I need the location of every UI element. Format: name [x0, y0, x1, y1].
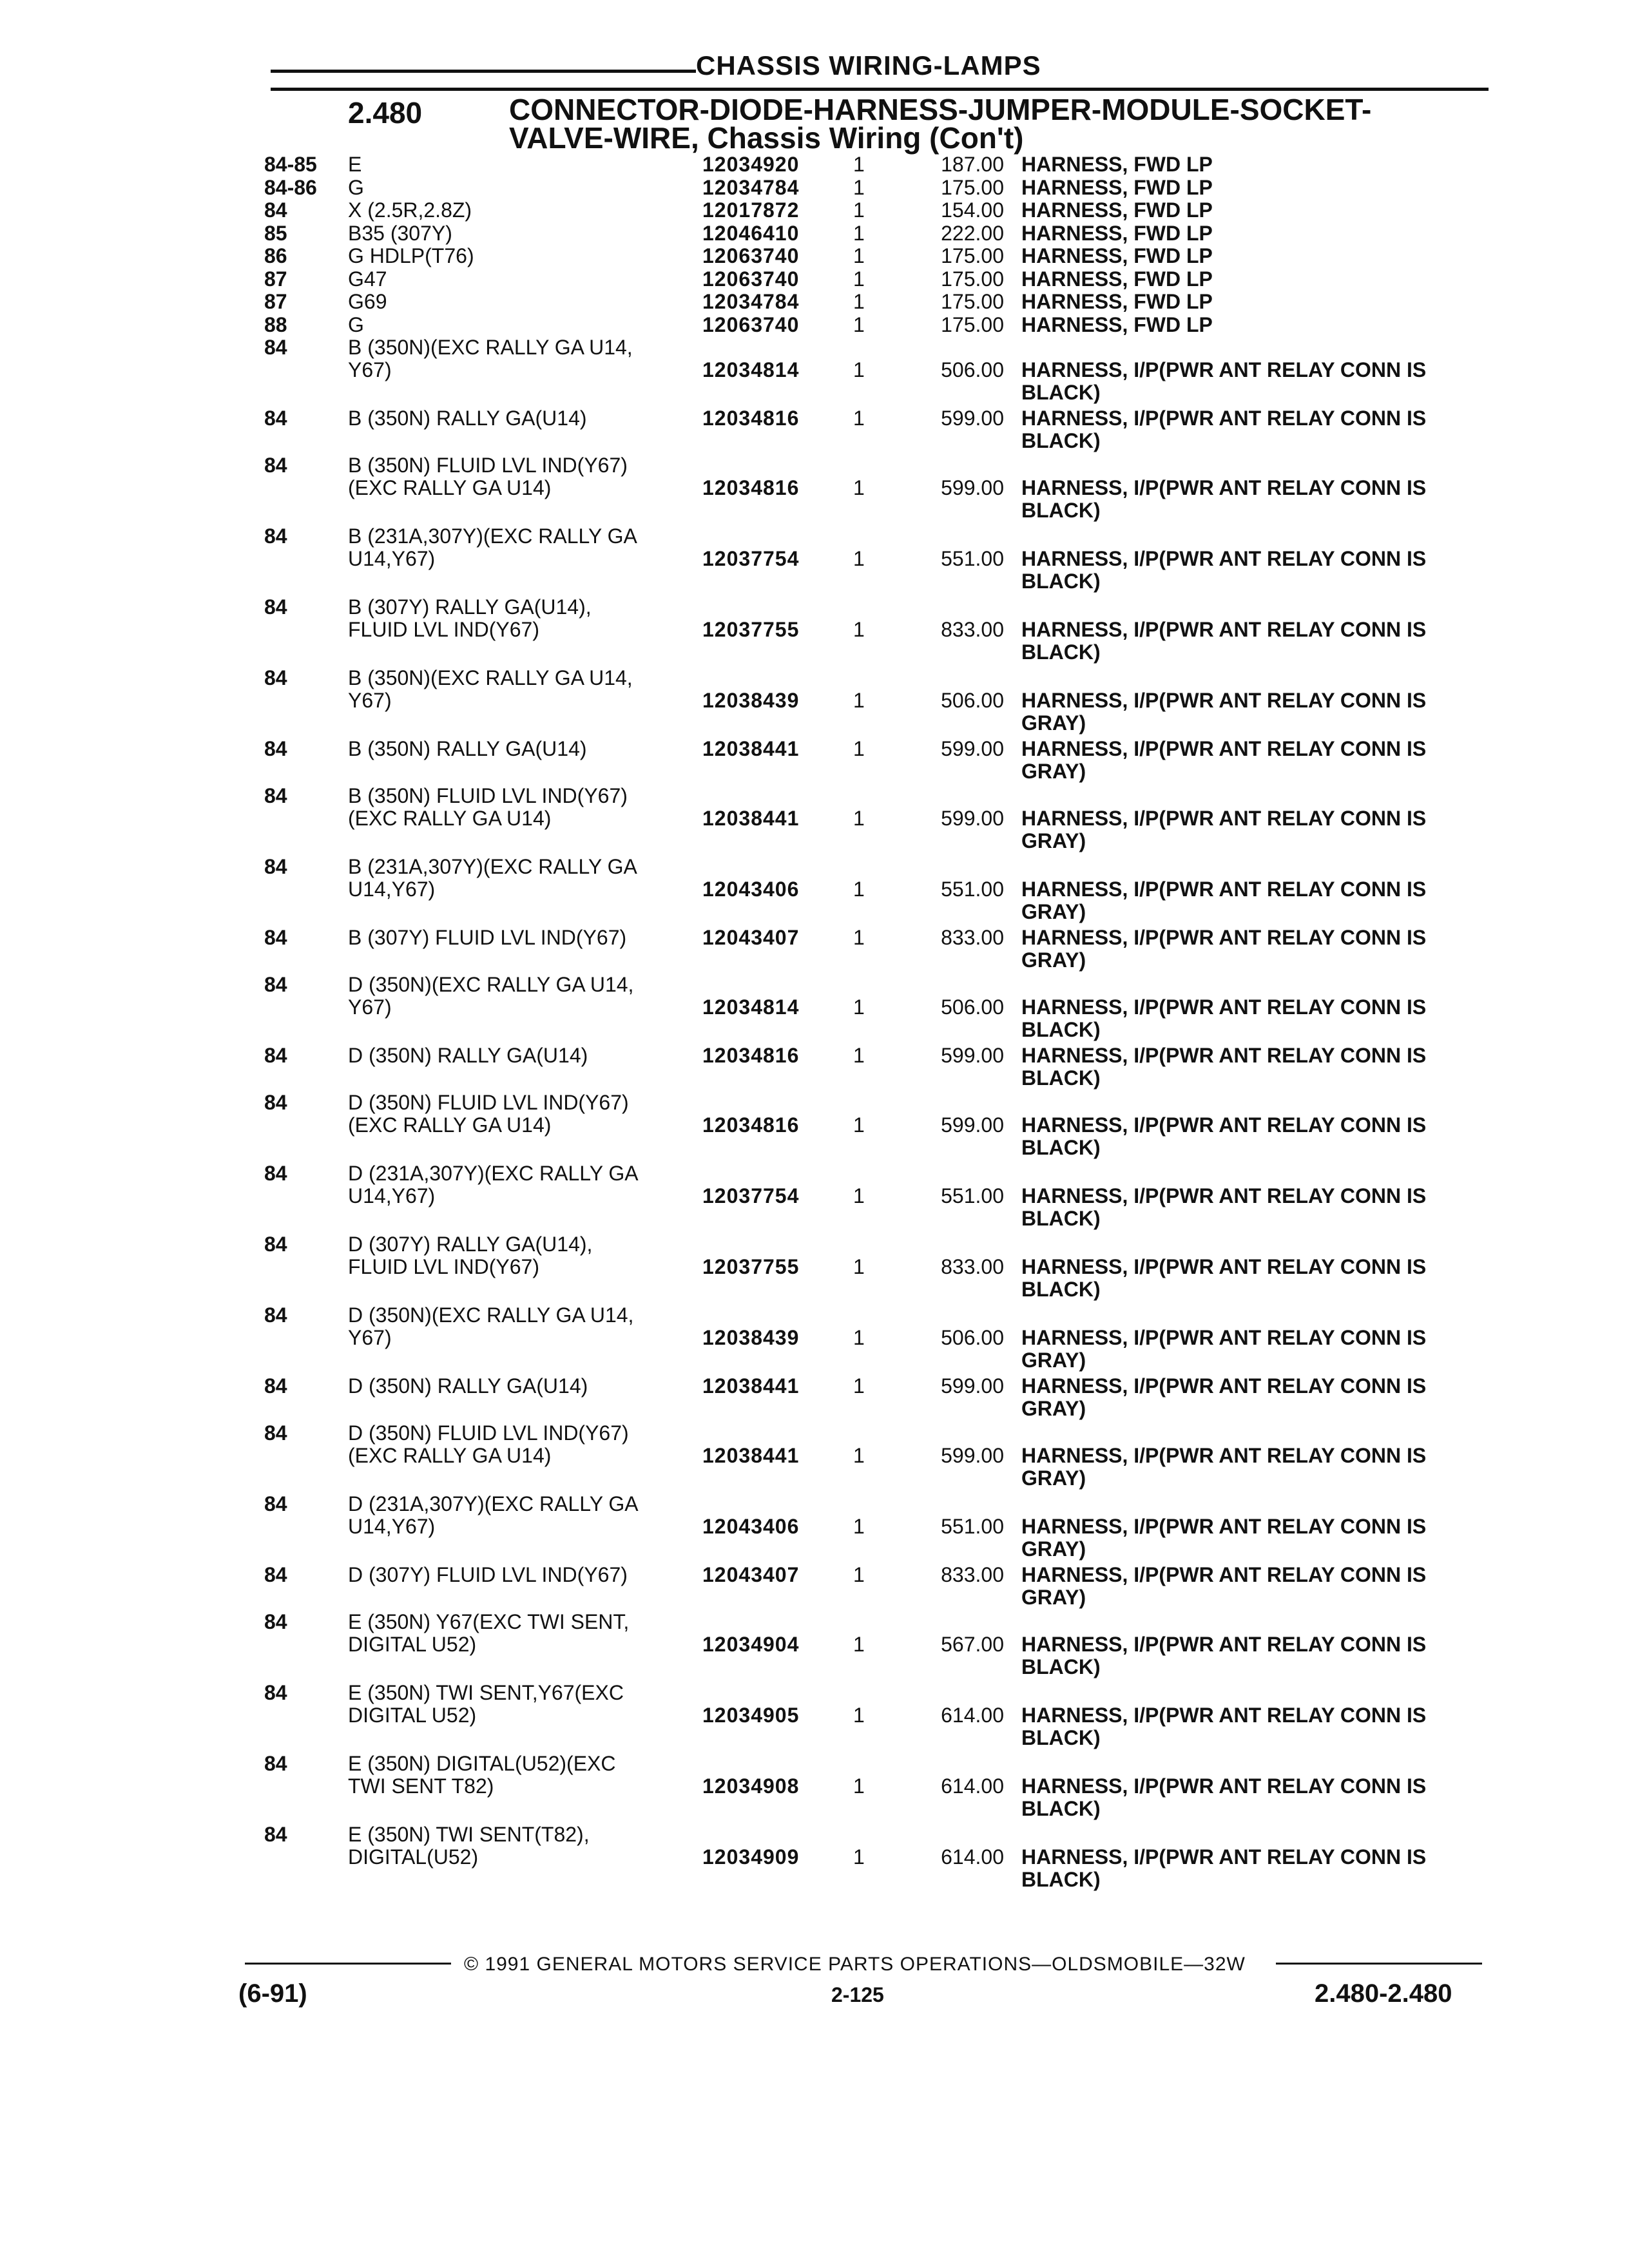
row-quantity: 1 [853, 267, 865, 291]
row-price: 614.00 [941, 1704, 1004, 1727]
row-description: B (231A,307Y)(EXC RALLY GA U14,Y67) [348, 525, 637, 570]
row-quantity: 1 [853, 1374, 865, 1398]
row-part-name: HARNESS, I/P(PWR ANT RELAY CONN IS GRAY) [1021, 878, 1427, 923]
row-quantity: 1 [853, 926, 865, 949]
row-part-name: HARNESS, I/P(PWR ANT RELAY CONN IS BLACK) [1021, 1114, 1427, 1159]
row-price: 833.00 [941, 926, 1004, 949]
row-description: D (350N) FLUID LVL IND(Y67) (EXC RALLY GA U14) [348, 1422, 629, 1467]
row-description: G69 [348, 291, 387, 313]
row-part-name: HARNESS, FWD LP [1021, 222, 1213, 245]
row-part-number: 12063740 [702, 312, 800, 336]
row-part-number: 12063740 [702, 244, 800, 267]
row-part-number: 12034814 [702, 358, 800, 381]
row-part-name: HARNESS, I/P(PWR ANT RELAY CONN IS BLACK) [1021, 548, 1427, 593]
row-part-number: 12034816 [702, 1044, 800, 1067]
row-year: 84-86 [264, 175, 317, 199]
row-quantity: 1 [853, 175, 865, 199]
row-year: 84 [264, 737, 287, 760]
row-quantity: 1 [853, 1515, 865, 1538]
row-price: 506.00 [941, 358, 1004, 381]
row-quantity: 1 [853, 1774, 865, 1798]
row-description: B (350N) FLUID LVL IND(Y67) (EXC RALLY GA U14) [348, 785, 628, 830]
row-quantity: 1 [853, 1704, 865, 1727]
row-year: 84 [264, 666, 287, 689]
row-description: D (307Y) FLUID LVL IND(Y67) [348, 1564, 628, 1586]
row-quantity: 1 [853, 1184, 865, 1207]
row-quantity: 1 [853, 244, 865, 267]
row-part-number: 12043406 [702, 878, 800, 901]
row-year: 84-85 [264, 153, 317, 176]
row-price: 175.00 [941, 290, 1004, 313]
row-year: 85 [264, 221, 287, 245]
row-year: 84 [264, 1752, 287, 1775]
row-price: 551.00 [941, 1184, 1004, 1207]
row-part-name: HARNESS, FWD LP [1021, 313, 1213, 336]
row-part-number: 12034816 [702, 407, 800, 430]
row-description: B (231A,307Y)(EXC RALLY GA U14,Y67) [348, 856, 637, 901]
row-part-name: HARNESS, FWD LP [1021, 245, 1213, 267]
row-part-number: 12037755 [702, 618, 800, 641]
row-price: 599.00 [941, 807, 1004, 830]
row-quantity: 1 [853, 290, 865, 313]
row-quantity: 1 [853, 198, 865, 222]
row-year: 84 [264, 1563, 287, 1586]
row-quantity: 1 [853, 358, 865, 381]
group-range: 2.480-2.480 [1315, 1979, 1452, 2008]
row-description: E (350N) DIGITAL(U52)(EXC TWI SENT T82) [348, 1753, 616, 1798]
row-price: 599.00 [941, 737, 1004, 760]
row-part-number: 12034784 [702, 175, 800, 199]
row-year: 84 [264, 1044, 287, 1067]
row-quantity: 1 [853, 1044, 865, 1067]
row-quantity: 1 [853, 1113, 865, 1137]
row-year: 84 [264, 524, 287, 548]
row-description: B (350N)(EXC RALLY GA U14, Y67) [348, 336, 633, 381]
row-description: E (350N) TWI SENT,Y67(EXC DIGITAL U52) [348, 1682, 624, 1727]
row-part-number: 12034904 [702, 1633, 800, 1656]
row-quantity: 1 [853, 618, 865, 641]
row-quantity: 1 [853, 1845, 865, 1869]
row-price: 175.00 [941, 175, 1004, 199]
row-part-number: 12037754 [702, 1184, 800, 1207]
row-part-name: HARNESS, I/P(PWR ANT RELAY CONN IS BLACK) [1021, 407, 1427, 452]
row-price: 175.00 [941, 267, 1004, 291]
row-part-name: HARNESS, I/P(PWR ANT RELAY CONN IS GRAY) [1021, 1564, 1427, 1609]
row-description: D (231A,307Y)(EXC RALLY GA U14,Y67) [348, 1493, 639, 1538]
row-description: B35 (307Y) [348, 222, 452, 245]
row-description: E (350N) TWI SENT(T82), DIGITAL(U52) [348, 1823, 590, 1869]
row-price: 599.00 [941, 1444, 1004, 1467]
row-part-number: 12034816 [702, 476, 800, 499]
row-description: D (231A,307Y)(EXC RALLY GA U14,Y67) [348, 1162, 639, 1207]
row-year: 84 [264, 855, 287, 878]
row-year: 84 [264, 1374, 287, 1398]
row-part-name: HARNESS, I/P(PWR ANT RELAY CONN IS GRAY) [1021, 689, 1427, 735]
row-description: B (307Y) RALLY GA(U14), FLUID LVL IND(Y67) [348, 596, 592, 641]
row-year: 84 [264, 1681, 287, 1704]
header-rule-left [271, 70, 696, 73]
row-part-number: 12043407 [702, 1563, 800, 1586]
row-part-name: HARNESS, I/P(PWR ANT RELAY CONN IS GRAY) [1021, 1375, 1427, 1420]
row-year: 84 [264, 1421, 287, 1445]
row-part-name: HARNESS, FWD LP [1021, 153, 1213, 176]
group-number: 2.480 [348, 96, 423, 130]
page-number: 2-125 [831, 1983, 884, 2006]
row-price: 614.00 [941, 1845, 1004, 1869]
row-price: 551.00 [941, 547, 1004, 570]
row-description: D (350N) FLUID LVL IND(Y67) (EXC RALLY GA U14) [348, 1091, 629, 1137]
row-year: 84 [264, 973, 287, 996]
row-quantity: 1 [853, 807, 865, 830]
row-price: 506.00 [941, 689, 1004, 712]
row-quantity: 1 [853, 995, 865, 1019]
row-part-number: 12043407 [702, 926, 800, 949]
row-part-name: HARNESS, I/P(PWR ANT RELAY CONN IS BLACK) [1021, 477, 1427, 522]
row-price: 506.00 [941, 1326, 1004, 1349]
row-price: 551.00 [941, 878, 1004, 901]
row-description: B (350N) RALLY GA(U14) [348, 407, 587, 430]
row-price: 175.00 [941, 312, 1004, 336]
row-part-number: 12038441 [702, 807, 800, 830]
row-description: D (307Y) RALLY GA(U14), FLUID LVL IND(Y67) [348, 1233, 593, 1278]
row-year: 84 [264, 1091, 287, 1114]
row-part-number: 12034908 [702, 1774, 800, 1798]
row-description: D (350N)(EXC RALLY GA U14, Y67) [348, 974, 634, 1019]
row-part-name: HARNESS, FWD LP [1021, 176, 1213, 199]
row-description: G [348, 176, 364, 199]
row-description: B (307Y) FLUID LVL IND(Y67) [348, 927, 627, 949]
header-rule [271, 88, 1489, 91]
row-price: 614.00 [941, 1774, 1004, 1798]
row-year: 84 [264, 1823, 287, 1846]
row-year: 84 [264, 926, 287, 949]
row-quantity: 1 [853, 547, 865, 570]
row-description: G HDLP(T76) [348, 245, 474, 267]
row-part-number: 12034816 [702, 1113, 800, 1137]
row-part-number: 12038439 [702, 689, 800, 712]
row-part-number: 12034920 [702, 153, 800, 176]
row-quantity: 1 [853, 1563, 865, 1586]
row-part-name: HARNESS, I/P(PWR ANT RELAY CONN IS BLACK) [1021, 1256, 1427, 1301]
row-quantity: 1 [853, 1633, 865, 1656]
row-year: 84 [264, 1610, 287, 1633]
row-part-number: 12038441 [702, 1444, 800, 1467]
row-price: 551.00 [941, 1515, 1004, 1538]
row-price: 833.00 [941, 1255, 1004, 1278]
row-quantity: 1 [853, 153, 865, 176]
row-price: 175.00 [941, 244, 1004, 267]
row-quantity: 1 [853, 1255, 865, 1278]
row-quantity: 1 [853, 1326, 865, 1349]
row-part-name: HARNESS, I/P(PWR ANT RELAY CONN IS BLACK) [1021, 996, 1427, 1041]
row-quantity: 1 [853, 221, 865, 245]
row-part-number: 12034814 [702, 995, 800, 1019]
revision-date: (6-91) [238, 1979, 307, 2008]
row-quantity: 1 [853, 476, 865, 499]
footer-rule-left [245, 1963, 451, 1965]
row-description: D (350N) RALLY GA(U14) [348, 1044, 588, 1067]
row-quantity: 1 [853, 689, 865, 712]
row-description: E (350N) Y67(EXC TWI SENT, DIGITAL U52) [348, 1611, 630, 1656]
footer-rule-right [1276, 1963, 1482, 1965]
row-part-number: 12017872 [702, 198, 800, 222]
row-year: 86 [264, 244, 287, 267]
row-price: 833.00 [941, 1563, 1004, 1586]
row-year: 84 [264, 454, 287, 477]
row-price: 599.00 [941, 1113, 1004, 1137]
row-part-number: 12034784 [702, 290, 800, 313]
row-price: 506.00 [941, 995, 1004, 1019]
row-description: D (350N) RALLY GA(U14) [348, 1375, 588, 1398]
row-price: 833.00 [941, 618, 1004, 641]
row-description: E [348, 153, 362, 176]
row-part-name: HARNESS, I/P(PWR ANT RELAY CONN IS BLACK) [1021, 1044, 1427, 1090]
row-description: B (350N) RALLY GA(U14) [348, 738, 587, 760]
row-part-name: HARNESS, I/P(PWR ANT RELAY CONN IS BLACK) [1021, 1633, 1427, 1678]
row-part-name: HARNESS, FWD LP [1021, 199, 1213, 222]
row-part-name: HARNESS, I/P(PWR ANT RELAY CONN IS GRAY) [1021, 738, 1427, 783]
row-description: G47 [348, 267, 387, 291]
row-part-name: HARNESS, I/P(PWR ANT RELAY CONN IS GRAY) [1021, 1515, 1427, 1561]
row-part-number: 12037755 [702, 1255, 800, 1278]
row-part-number: 12043406 [702, 1515, 800, 1538]
row-year: 84 [264, 1233, 287, 1256]
row-price: 187.00 [941, 153, 1004, 176]
row-price: 599.00 [941, 476, 1004, 499]
row-quantity: 1 [853, 1444, 865, 1467]
row-year: 84 [264, 1492, 287, 1515]
row-year: 84 [264, 407, 287, 430]
row-part-name: HARNESS, FWD LP [1021, 291, 1213, 313]
row-year: 84 [264, 198, 287, 222]
row-description: X (2.5R,2.8Z) [348, 199, 472, 222]
row-price: 599.00 [941, 1374, 1004, 1398]
row-part-name: HARNESS, I/P(PWR ANT RELAY CONN IS GRAY) [1021, 807, 1427, 852]
row-part-name: HARNESS, I/P(PWR ANT RELAY CONN IS GRAY) [1021, 1445, 1427, 1490]
row-year: 87 [264, 267, 287, 291]
row-part-number: 12034909 [702, 1845, 800, 1869]
row-year: 84 [264, 336, 287, 359]
row-price: 222.00 [941, 221, 1004, 245]
row-part-name: HARNESS, I/P(PWR ANT RELAY CONN IS BLACK) [1021, 1775, 1427, 1820]
group-title: CONNECTOR-DIODE-HARNESS-JUMPER-MODULE-SOCKET- VALVE-WIRE, Chassis Wiring (Con't) [509, 93, 1372, 155]
row-year: 84 [264, 1303, 287, 1327]
row-quantity: 1 [853, 878, 865, 901]
row-part-name: HARNESS, I/P(PWR ANT RELAY CONN IS GRAY) [1021, 1327, 1427, 1372]
row-part-name: HARNESS, I/P(PWR ANT RELAY CONN IS BLACK) [1021, 1704, 1427, 1749]
section-title: CHASSIS WIRING-LAMPS [696, 50, 1041, 81]
row-part-name: HARNESS, I/P(PWR ANT RELAY CONN IS BLACK) [1021, 359, 1427, 404]
row-year: 84 [264, 784, 287, 807]
row-price: 154.00 [941, 198, 1004, 222]
row-year: 88 [264, 312, 287, 336]
row-quantity: 1 [853, 312, 865, 336]
row-year: 87 [264, 290, 287, 313]
row-description: G [348, 313, 364, 336]
row-part-name: HARNESS, FWD LP [1021, 267, 1213, 291]
row-description: D (350N)(EXC RALLY GA U14, Y67) [348, 1304, 634, 1349]
row-price: 567.00 [941, 1633, 1004, 1656]
row-part-number: 12037754 [702, 547, 800, 570]
row-year: 84 [264, 1162, 287, 1185]
row-part-number: 12034905 [702, 1704, 800, 1727]
row-quantity: 1 [853, 407, 865, 430]
row-part-number: 12038441 [702, 737, 800, 760]
row-part-number: 12038439 [702, 1326, 800, 1349]
row-part-number: 12063740 [702, 267, 800, 291]
row-year: 84 [264, 595, 287, 619]
row-part-number: 12046410 [702, 221, 800, 245]
row-part-number: 12038441 [702, 1374, 800, 1398]
row-description: B (350N)(EXC RALLY GA U14, Y67) [348, 667, 633, 712]
row-part-name: HARNESS, I/P(PWR ANT RELAY CONN IS BLACK) [1021, 1846, 1427, 1891]
row-description: B (350N) FLUID LVL IND(Y67) (EXC RALLY GA U14) [348, 454, 628, 499]
row-part-name: HARNESS, I/P(PWR ANT RELAY CONN IS GRAY) [1021, 927, 1427, 972]
row-price: 599.00 [941, 1044, 1004, 1067]
row-part-name: HARNESS, I/P(PWR ANT RELAY CONN IS BLACK) [1021, 1185, 1427, 1230]
copyright: © 1991 GENERAL MOTORS SERVICE PARTS OPERATIONS—OLDSMOBILE—32W [464, 1954, 1246, 1975]
row-quantity: 1 [853, 737, 865, 760]
row-part-name: HARNESS, I/P(PWR ANT RELAY CONN IS BLACK) [1021, 619, 1427, 664]
row-price: 599.00 [941, 407, 1004, 430]
